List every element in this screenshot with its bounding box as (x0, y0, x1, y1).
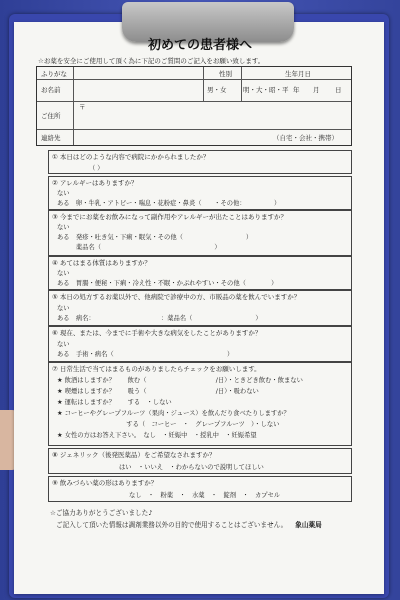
info-row-address (37, 101, 351, 130)
privacy-text: ご記入して頂いた情報は調剤業務以外の目的で使用することはございません。 (56, 521, 288, 529)
question-3[interactable] (48, 210, 352, 256)
question-5-line-2: ある 病名： ：薬品名（ ） (57, 315, 262, 322)
question-6-line-1: ない (57, 341, 70, 348)
dob-eras[interactable]: 明・大・昭・平 (243, 86, 289, 94)
question-6-header: ⑥ 現在、または、今までに手術や大きな病気をしたことがありますか？ (52, 329, 262, 337)
question-5-header: ⑤ 本日の処方するお薬以外で、他病院で診療中の方、市販品の薬を飲んでいますか？ (52, 293, 301, 301)
question-4-line-2: ある 胃腸・便秘・下痢・冷え性・不眠・かぶれやすい・その他（ ） (57, 280, 278, 287)
gender-options[interactable]: 男・女 (207, 86, 227, 94)
phone-label: 連絡先 (41, 134, 61, 142)
question-3-line-3: 薬品名（ ） (57, 244, 221, 251)
info-divider-label (73, 67, 74, 145)
question-7-line-5: する（ コーヒー ・ グレープフルーツ ）・しない (57, 421, 280, 428)
question-7-header: ⑦ 日常生活で当てはまるものがありましたらチェックをお願いします。 (52, 365, 261, 373)
form-title: 初めての患者様へ (147, 38, 252, 53)
patient-info-table (36, 66, 352, 146)
question-4-line-1: ない (57, 270, 70, 277)
thanks-note: ☆ご協力ありがとうございました♪ (50, 509, 153, 517)
question-8-line-1: はい ・いいえ ・わからないので説明してほしい (119, 464, 264, 471)
address-label: ご住所 (41, 112, 61, 120)
question-4-header: ④ あてはまる体質はありますか？ (52, 259, 151, 267)
question-8-header: ⑧ ジェネリック（後発医薬品）をご希望なされますか？ (52, 451, 216, 459)
question-7[interactable] (48, 362, 352, 446)
info-row-phone (37, 129, 351, 144)
question-7-line-6: ★ 女性の方はお答え下さい。 なし ・妊娠中 ・授乳中 ・妊娠希望 (57, 432, 257, 439)
gender-label: 性別 (219, 70, 232, 78)
question-1-line-1: （ ） (89, 165, 104, 172)
privacy-note (56, 519, 322, 529)
question-2-header: ② アレルギーはありますか？ (52, 179, 138, 187)
question-7-line-3: ★ 運転はしますか？ する ・しない (57, 399, 172, 406)
question-5-line-1: ない (57, 305, 70, 312)
question-3-line-2: ある 発疹・吐き気・下痢・眠気・その他（ ） (57, 234, 253, 241)
question-5[interactable] (48, 290, 352, 326)
info-divider-dob (241, 67, 242, 102)
question-2-line-1: ない (57, 190, 70, 197)
question-3-line-1: ない (57, 224, 70, 231)
question-6[interactable] (48, 326, 352, 362)
question-1-header: ① 本日はどのような内容で病院にかかられましたか？ (52, 153, 210, 161)
name-label: お名前 (41, 86, 61, 94)
pharmacy-name: 象山薬局 (295, 521, 322, 529)
question-7-line-4: ★ コーヒーやグレープフルーツ（果肉・ジュース）を飲んだり食べたりしますか？ (57, 410, 290, 417)
form-intro: ☆お薬を安全にご使用して頂く為に下記のご質問のご記入をお願い致します。 (38, 57, 265, 65)
dob-label: 生年月日 (285, 70, 311, 78)
question-6-line-2: ある 手術・病名（ ） (57, 351, 234, 358)
furigana-label: ふりがな (41, 70, 67, 78)
dob-month: 月 (313, 86, 320, 94)
info-divider-gender (203, 67, 204, 102)
question-2-line-2: ある 卵・牛乳・アトピー・喘息・花粉症・鼻炎（ ・その他： ） (57, 200, 281, 207)
question-9-header: ⑨ 飲みづらい薬の形はありますか？ (52, 479, 158, 487)
question-4[interactable] (48, 256, 352, 290)
phone-types[interactable]: （自宅・会社・携帯） (273, 134, 338, 142)
question-7-line-1: ★ 飲酒はしますか？ 飲む（ /日）・ときどき飲む・飲まない (57, 377, 303, 384)
question-2[interactable] (48, 176, 352, 210)
question-9[interactable] (48, 476, 352, 502)
info-row-name (37, 79, 351, 102)
question-8[interactable] (48, 448, 352, 474)
dob-year: 年 (293, 86, 300, 94)
dob-day: 日 (335, 86, 342, 94)
question-3-header: ③ 今までにお薬をお飲みになって副作用やアレルギーが出たことはありますか？ (52, 213, 287, 221)
question-1[interactable] (48, 150, 352, 174)
question-9-line-1: なし ・ 粉薬 ・ 水薬 ・ 錠剤 ・ カプセル (129, 492, 281, 499)
postal-mark: 〒 (79, 103, 86, 111)
question-7-line-2: ★ 喫煙はしますか？ 吸う（ /日）・吸わない (57, 388, 259, 395)
